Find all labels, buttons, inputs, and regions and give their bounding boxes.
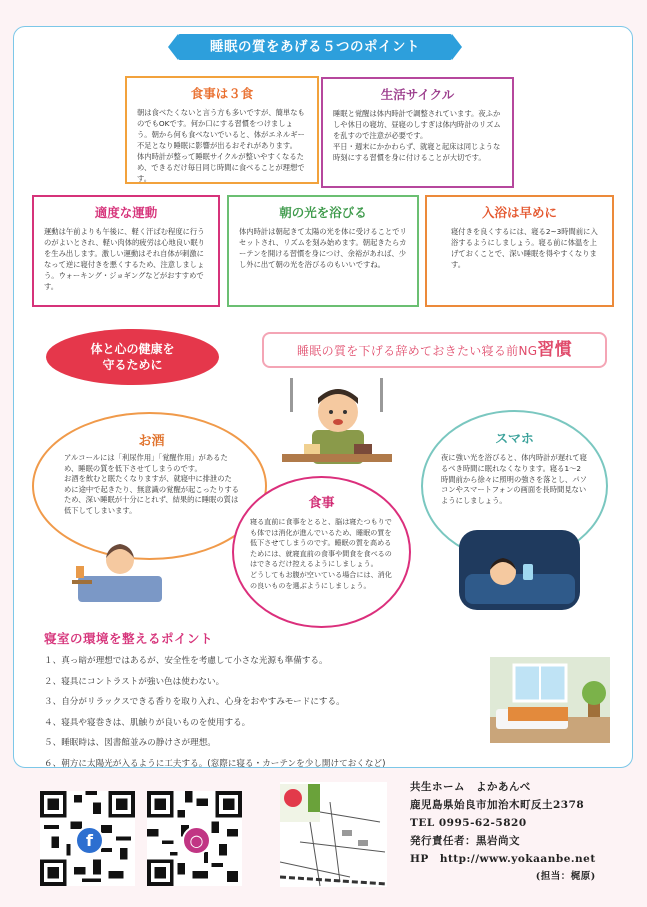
person-in-charge: (担当：梶原)	[535, 871, 596, 882]
habit-food-text: 寝る直前に食事をとると、脳は寝たつもりでも体では消化が進んでいるため、睡眠の質を低下させてしまうのです。睡眠の質を高めるためには、就寝直前の食事や間食を食べるのはできるだけ控えるようにしましょう。 どうしてもお腹が空いている場合には、消化の良いものを選ぶようにしましょう。	[250, 517, 392, 590]
website-link[interactable]: HP http://www.yokaanbe.net	[410, 853, 596, 865]
bedroom-tip: ３、自分がリラックスできる香りを取り入れ、心身をおやすみモードにする。	[44, 697, 345, 707]
point-meal-title: 食事は３食	[190, 86, 254, 101]
bedroom-tip: ２、寝具にコントラストが強い色は使わない。	[44, 676, 225, 687]
telephone[interactable]: TEL 0995-62-5820	[410, 817, 527, 829]
ng-habits-heading	[262, 332, 607, 368]
bedroom-tips-list	[44, 651, 385, 774]
point-meal	[125, 76, 319, 184]
contact-info	[410, 778, 596, 886]
point-exercise-text: 運動は午前よりも午後に、軽く汗ばむ程度に行うのがよいとされ、軽い肉体的疲労は心地良い眠りを生み出します。激しい運動はそれ自体が刺激になって逆に寝付きを悪くするため、注意しましょう。ウォーキング・ジョギングなどがおすすめです。	[44, 227, 205, 291]
sleepless-woman-illustration	[72, 536, 164, 606]
point-bath-title: 入浴は早めに	[481, 205, 557, 220]
point-exercise-title: 適度な運動	[94, 205, 158, 220]
bedroom-tip: １、真っ暗が理想ではあるが、安全性を考慮して小さな光源も準備する。	[44, 656, 328, 666]
point-bath	[425, 195, 614, 307]
point-morning-light-title: 朝の光を浴びる	[279, 205, 367, 220]
organization-name: 共生ホーム よかあんべ	[410, 781, 531, 793]
point-bath-text: 寝付きを良くするには、寝る2~3時間前に入浴するようにしましょう。寝る前に体温を上げておくことで、深い睡眠を得やすくなります。	[451, 227, 598, 269]
bedroom-illustration	[490, 657, 610, 743]
address: 鹿児島県始良市加治木町反土2378	[410, 799, 585, 811]
ng-habits-emphasis: 習慣	[537, 340, 572, 360]
point-morning-light	[227, 195, 419, 307]
point-life-cycle	[321, 77, 514, 188]
bedroom-tip: ４、寝具や寝巻きは、肌触りが良いものを使用する。	[44, 717, 251, 728]
facebook-icon: f	[75, 826, 104, 855]
health-badge	[46, 329, 219, 385]
habit-smartphone-text: 夜に強い光を浴びると、体内時計が遅れて寝るべき時間に眠れなくなります。寝る1～2時間前から徐々に照明の強さを落とし、パソコンやスマートフォンの画面を長時間見ないようにしましょう。	[441, 453, 587, 506]
habit-alcohol-title: お酒	[138, 434, 165, 449]
instagram-icon: ○	[182, 826, 211, 855]
facebook-qr-code[interactable]	[40, 791, 135, 886]
habit-food-title: 食事	[308, 496, 335, 511]
page-title: 睡眠の質をあげる５つのポイント	[178, 34, 452, 60]
ng-habits-prefix: 睡眠の質を下げる辞めておきたい寝る前NG	[297, 344, 538, 358]
access-map[interactable]	[280, 782, 387, 887]
health-badge-label: 体と心の健康を 守るために	[90, 342, 175, 372]
point-life-cycle-text: 睡眠と覚醒は体内時計で調整されています。夜ふかしや休日の寝坊、昼寝のしすぎは体内時計のリズムを乱すので注意が必要です。 平日・週末にかかわらず、就寝と起床は同じような時刻にする習慣を身に付けることが大切です。	[333, 109, 501, 162]
night-phone-illustration	[459, 530, 580, 610]
habit-smartphone-title: スマホ	[495, 432, 534, 447]
bedroom-tip: ５、睡眠時は、図書館並みの静けさが理想。	[44, 738, 216, 748]
publisher: 発行責任者：黒岩尚文	[410, 835, 520, 847]
point-morning-light-text: 体内時計は朝起きて太陽の光を体に受けることでリセットされ、リズムを刻み始めます。朝起きたらカーテンを開ける習慣を身につけ、余裕があれば、少し外に出て朝の光を浴びるのもいいですね。	[239, 227, 407, 269]
point-meal-text: 朝は食べたくないと言う方も多いですが、簡単なものでもOKです。何か口にする習慣をつけましょう。朝から何も食べないでいると、体がエネルギー不足となり睡眠に影響が出るおそれがあります。 体内時計が整って睡眠サイクルが整いやすくなるため、できるだけ毎日同じ時間に食べることが理想です。	[137, 108, 305, 183]
bedroom-tip: ６、朝方に太陽光が入るように工夫する。(窓際に寝る・カーテンを少し開けておくなど)	[44, 758, 386, 769]
habit-alcohol-text: アルコールには「利尿作用」「覚醒作用」があるため、睡眠の質を低下させてしまうのです。 お酒を飲むと眠たくなりますが、就寝中に排泄のために途中で起きたり、無意識の覚醒が起こったりするため、深い睡眠が十分にとれず、結果的に睡眠の質は低下してしまいます。	[64, 453, 239, 515]
point-life-cycle-title: 生活サイクル	[380, 87, 455, 102]
instagram-qr-code[interactable]	[147, 791, 242, 886]
bedroom-tips-title: 寝室の環境を整えるポイント	[44, 631, 214, 646]
eating-man-illustration	[282, 372, 392, 472]
point-exercise	[32, 195, 220, 307]
habit-food	[232, 476, 411, 628]
